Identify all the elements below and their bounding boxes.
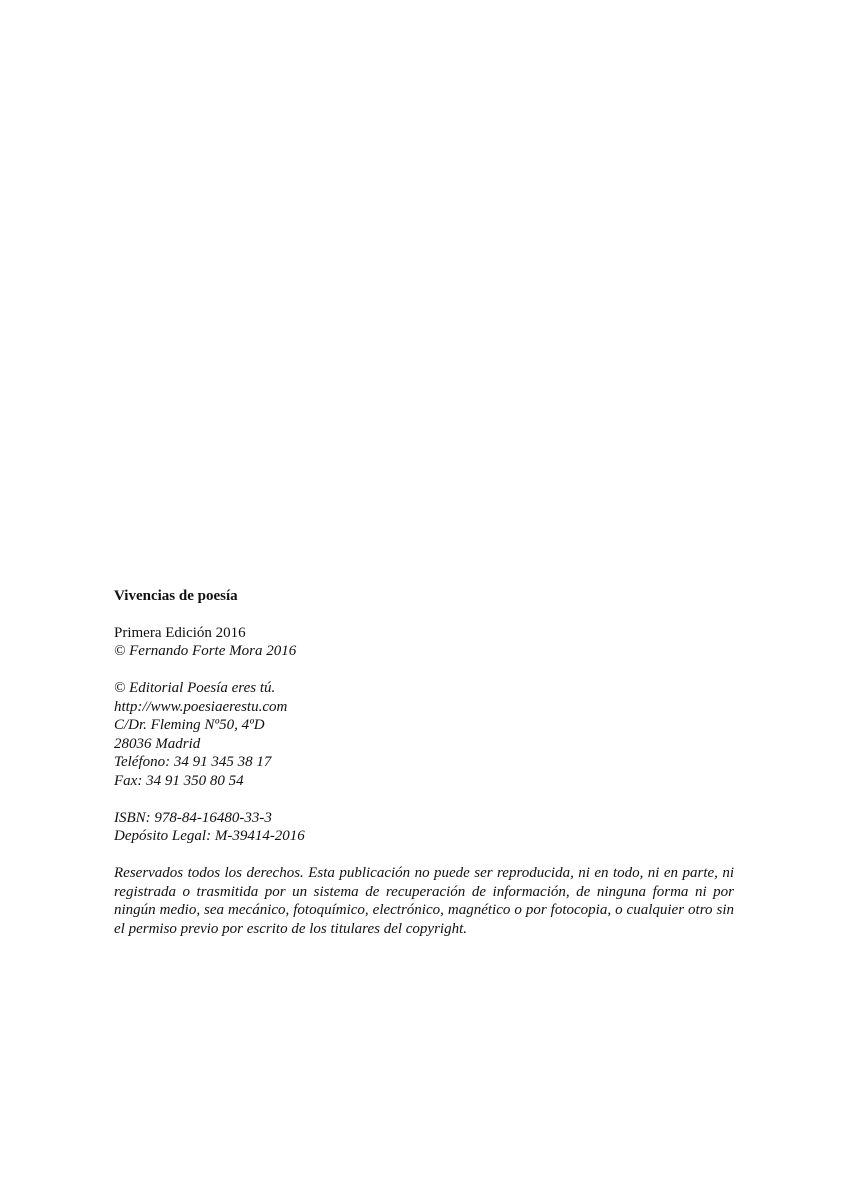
publisher-name: © Editorial Poesía eres tú. bbox=[114, 680, 276, 696]
author-copyright: © Fernando Forte Mora 2016 bbox=[114, 643, 297, 659]
edition-line: Primera Edición 2016 bbox=[114, 624, 246, 641]
identifiers-block bbox=[114, 809, 734, 846]
rights-notice: Reservados todos los derechos. Esta publicación no puede ser reproducida, ni en todo, ni en parte, ni registrada o trasmitida por un sistema de recuperación de información, de ninguna forma ni por ningún medio, sea mecánico, fotoquímico, electrónico, magnético o por fotocopia, o cualquier otro sin el permiso previo por escrito de los titulares del copyright. bbox=[114, 865, 734, 937]
publisher-address: C/Dr. Fleming Nº50, 4ºD bbox=[114, 717, 265, 733]
publisher-city: 28036 Madrid bbox=[114, 735, 201, 752]
publisher-block bbox=[114, 679, 734, 790]
publisher-fax: Fax: 34 91 350 80 54 bbox=[114, 772, 244, 789]
isbn: ISBN: 978-84-16480-33-3 bbox=[114, 809, 272, 826]
publisher-phone: Teléfono: 34 91 345 38 17 bbox=[114, 754, 272, 770]
colophon bbox=[114, 587, 734, 938]
edition-block bbox=[114, 624, 734, 661]
legal-deposit: Depósito Legal: M-39414-2016 bbox=[114, 828, 305, 844]
book-title: Vivencias de poesía bbox=[114, 588, 238, 604]
publisher-website[interactable]: http://www.poesiaerestu.com bbox=[114, 698, 288, 715]
